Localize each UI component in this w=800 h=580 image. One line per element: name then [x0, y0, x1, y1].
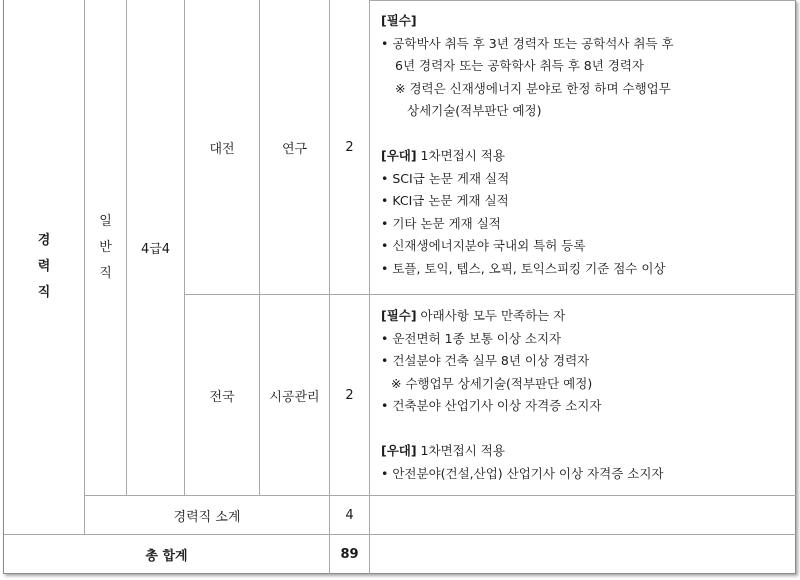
count-cell-1 — [330, 0, 369, 294]
subtotal-label: 경력직 소계 — [173, 509, 241, 525]
requirement-item: • SCI급 논문 게재 실적 — [381, 170, 510, 186]
row-top-line — [369, 0, 796, 1]
requirement-item: • 운전면허 1종 보통 이상 소지자 — [381, 330, 562, 346]
vertical-char: 반 — [99, 239, 112, 255]
grade-label: 4급4 — [140, 242, 171, 257]
subtotal-label-cell — [85, 496, 329, 534]
count-value: 2 — [345, 387, 354, 403]
requirement-item: ※ 수행업무 상세기술(적부판단 예정) — [391, 375, 593, 391]
col-line-6 — [369, 0, 370, 574]
requirement-item: ※ 경력은 신재생에너지 분야로 한정 하며 수행업무 — [395, 80, 671, 96]
count-cell-2 — [330, 295, 369, 495]
requirement-item: • 토플, 토익, 텝스, 오픽, 토익스피킹 기준 점수 이상 — [381, 260, 666, 276]
requirement-heading: [우대] 1차면접시 적용 — [381, 148, 505, 163]
blank-line — [381, 418, 663, 441]
grade-cell — [127, 0, 184, 495]
category-cell — [4, 0, 84, 534]
requirement-item: • 건축분야 산업기사 이상 자격증 소지자 — [381, 398, 602, 413]
requirements-cell-2 — [381, 305, 663, 485]
total-label: 총 합계 — [145, 548, 188, 564]
vertical-char: 직 — [37, 285, 51, 300]
requirement-item: • 신재생에너지분야 국내외 특허 등록 — [381, 238, 586, 253]
requirements-cell-1 — [381, 10, 674, 280]
field-cell-2 — [260, 295, 329, 495]
subtotal-count: 4 — [345, 507, 354, 523]
count-value: 2 — [345, 139, 354, 155]
total-label-cell — [4, 535, 329, 573]
location-label: 대전 — [209, 141, 235, 157]
vertical-char: 경 — [37, 233, 51, 248]
requirement-heading: [필수] 아래사항 모두 만족하는 자 — [381, 308, 566, 323]
total-count: 89 — [340, 546, 359, 562]
recruitment-table — [3, 0, 796, 574]
location-cell-1 — [185, 0, 259, 294]
field-label: 시공관리 — [269, 389, 320, 405]
type-cell — [85, 0, 126, 495]
requirement-item: 6년 경력자 또는 공학학사 취득 후 8년 경력자 — [395, 58, 644, 73]
requirement-item: • 건설분야 건축 실무 8년 이상 경력자 — [381, 353, 590, 368]
requirement-heading: [우대] 1차면접시 적용 — [381, 443, 505, 458]
requirement-item: • 기타 논문 게재 실적 — [381, 215, 501, 231]
type-label — [99, 209, 112, 287]
vertical-char: 일 — [99, 213, 112, 229]
vertical-char: 력 — [37, 259, 51, 274]
requirement-item: 상세기술(적부판단 예정) — [407, 103, 542, 118]
subtotal-count-cell — [330, 496, 369, 534]
blank-line — [381, 123, 674, 146]
category-label — [38, 228, 51, 306]
vertical-char: 직 — [99, 265, 112, 281]
requirement-heading: [필수] — [381, 13, 417, 28]
field-label: 연구 — [281, 141, 308, 157]
requirement-item: • 안전분야(건설,산업) 산업기사 이상 자격증 소지자 — [381, 465, 664, 481]
location-label: 전국 — [209, 389, 235, 405]
requirement-item: • 공학박사 취득 후 3년 경력자 또는 공학석사 취득 후 — [381, 35, 674, 51]
requirement-item: • KCI급 논문 게재 실적 — [381, 193, 509, 208]
location-cell-2 — [185, 295, 259, 495]
total-count-cell — [330, 535, 369, 573]
field-cell-1 — [260, 0, 329, 294]
